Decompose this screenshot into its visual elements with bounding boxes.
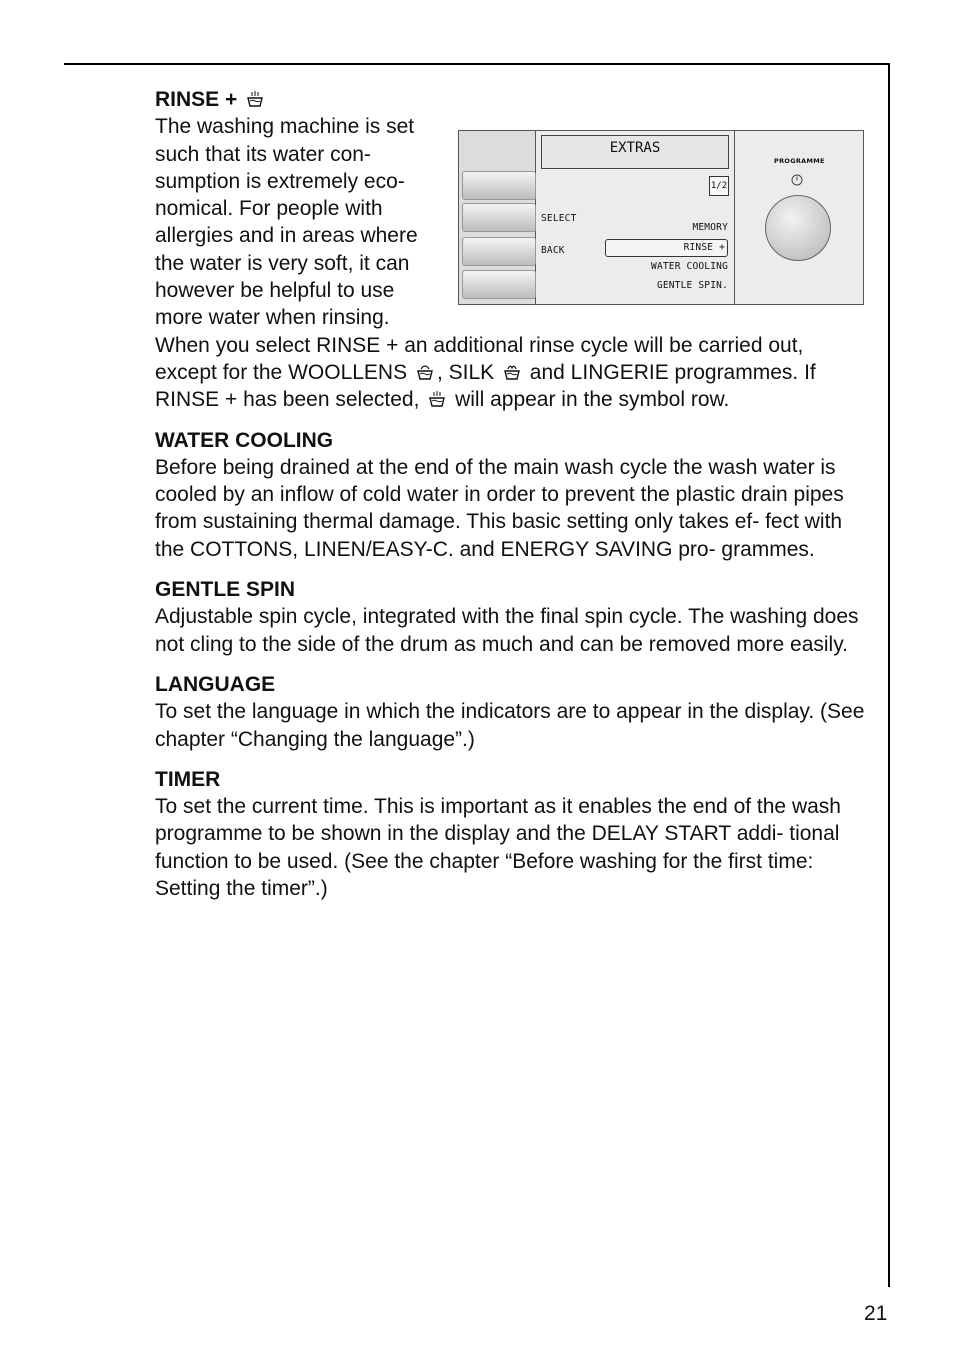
back-label: BACK [541,245,565,256]
programme-label: PROGRAMME [774,157,825,165]
silk-icon [502,362,522,382]
section-heading: WATER COOLING [155,428,334,452]
section-body: To set the current time. This is important as it enables the end of the wash programme to be shown in the display and the DELAY START addi- tional function to be used. (See the chapter “Before washing for the first time: Setting the timer”.) [155,795,841,901]
section-gentle-spin [155,576,867,658]
section-rinse-plus [155,86,867,414]
rinse-plus-icon [245,89,265,109]
rinse-plus-symbol-icon [427,389,447,409]
section-intro: The washing machine is set such that its water con- sumption is extremely eco- nomical. For people with allergies and in areas where the water is very soft, it can however be helpful to use more water when rinsing. [155,115,418,330]
half-load-icon: 1/2 [709,176,729,196]
page-content [155,86,867,915]
section-timer [155,766,867,902]
section-water-cooling [155,427,867,563]
section-heading: RINSE + [155,86,867,113]
menu-item-gentle-spin: GENTLE SPIN. [656,280,728,291]
section-language [155,671,867,753]
display-title: EXTRAS [541,135,729,169]
right-rule [888,63,890,1287]
menu-item-water-cooling: WATER COOLING [651,261,728,272]
menu-item-rinse: RINSE + [683,242,725,253]
select-label: SELECT [541,213,577,224]
menu-item-memory: MEMORY [692,222,728,233]
section-heading: GENTLE SPIN [155,578,296,602]
top-rule [64,63,890,65]
section-body: Before being drained at the end of the main wash cycle the wash water is cooled by an inflow of cold water in order to prevent the plastic drain pipes from sustaining thermal damage. This basic setting only takes ef- fect with the COTTONS, LINEN/EASY-C. and ENERGY SAVING pro- grammes. [155,455,844,561]
page-number: 21 [864,1302,888,1325]
section-body: When you select RINSE + an additional rinse cycle will be carried out, except for the WOOLLENS , SILK and LINGERIE programmes. If RINSE + has been selected, will appear in the symbol row. [155,333,816,412]
section-heading: LANGUAGE [155,672,276,696]
section-heading: TIMER [155,767,221,791]
section-body: Adjustable spin cycle, integrated with the final spin cycle. The washing does not cling to the side of the drum as much and can be removed more easily. [155,605,859,656]
section-body: To set the language in which the indicators are to appear in the display. (See chapter “Changing the language”.) [155,700,865,751]
woollens-icon [415,362,435,382]
